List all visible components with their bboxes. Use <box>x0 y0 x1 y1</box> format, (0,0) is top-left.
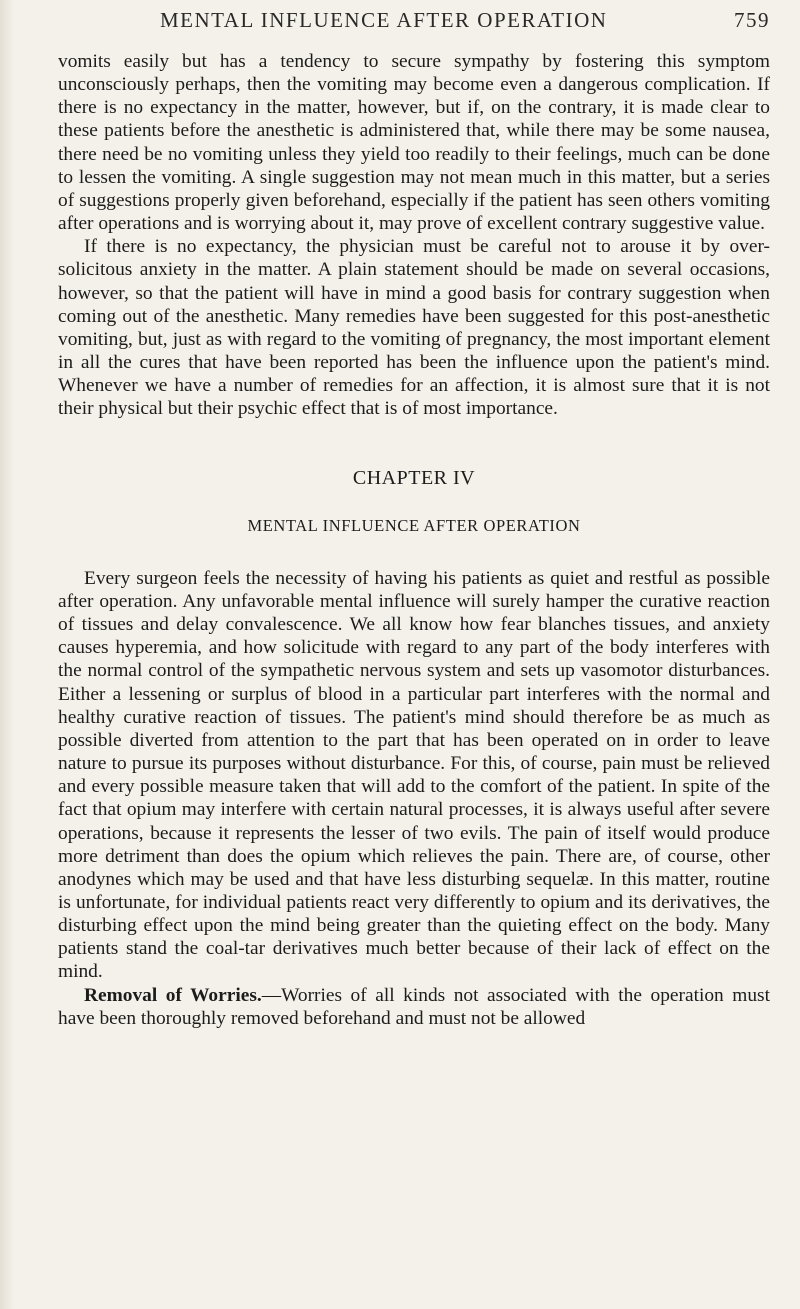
chapter-number: CHAPTER IV <box>352 466 476 489</box>
paragraph-1: vomits easily but has a tendency to secure sympathy by fostering this symptom unconsciously perhaps, then the vomiting may become even a dangerous complication. If there is no expectancy in the matter, however, but if, on the contrary, it is made clear to these patients before the anesthetic is administered that, while there may be some nausea, there need be no vomiting unless they yield too readily to their feelings, much can be done to lessen the vomiting. A single suggestion may not mean much in this matter, but a series of suggestions properly given beforehand, especially if the patient has seen others vomiting after operations and is worrying about it, may prove of excellent contrary suggestive value. <box>58 51 770 235</box>
section-heading-removal-of-worries: Removal of Worries. <box>84 984 262 1006</box>
running-head <box>160 8 770 38</box>
paragraph-2: If there is no expectancy, the physician must be careful not to arouse it by over-solicitous anxiety in the matter. A plain statement should be made on several occasions, however, so that the patient will have in mind a good basis for contrary suggestion when coming out of the anesthetic. Many remedies have been suggested for this post-anesthetic vomiting, but, just as with regard to the vomiting of pregnancy, the most important element in all the cures that have been reported has been the influence upon the patient's mind. Whenever we have a number of remedies for an affection, it is almost sure that it is not their physical but their psychic effect that is of most importance. <box>58 236 770 420</box>
running-title: MENTAL INFLUENCE AFTER OPERATION <box>160 8 608 32</box>
paragraph-4 <box>58 984 770 1030</box>
paragraph-4-text: —Worries of all kinds not associated with the operation must have been thoroughly removed beforehand and must not be allowed <box>58 984 770 1029</box>
body-text <box>58 50 770 1030</box>
chapter-title: MENTAL INFLUENCE AFTER OPERATION <box>247 515 581 535</box>
paragraph-3: Every surgeon feels the necessity of having his patients as quiet and restful as possible after operation. Any unfavorable mental influence will surely hamper the curative reaction of tissues and delay convalescence. We all know how fear blanches tissues, and anxiety causes hyperemia, and how solicitude with regard to any part of the body interferes with the normal control of the sympathetic nervous system and sets up vasomotor disturbances. Either a lessening or surplus of blood in a particular part interferes with the normal and healthy curative reaction of tissues. The patient's mind should therefore be as much as possible diverted from attention to the part that has been operated on in order to leave nature to pursue its purposes without disturbance. For this, of course, pain must be relieved and every possible measure taken that will add to the comfort of the patient. In spite of the fact that opium may interfere with certain natural processes, it is always useful after severe operations, because it represents the lesser of two evils. The pain of itself would produce more detriment than does the opium which relieves the pain. There are, of course, other anodynes which may be used and that have less disturbing sequelæ. In this matter, routine is unfortunate, for individual patients react very differently to opium and its derivatives, the disturbing effect upon the mind being greater than the quieting effect on the body. Many patients stand the coal-tar derivatives much better because of their lack of effect on the mind. <box>58 567 770 983</box>
page-number: 759 <box>734 8 770 32</box>
